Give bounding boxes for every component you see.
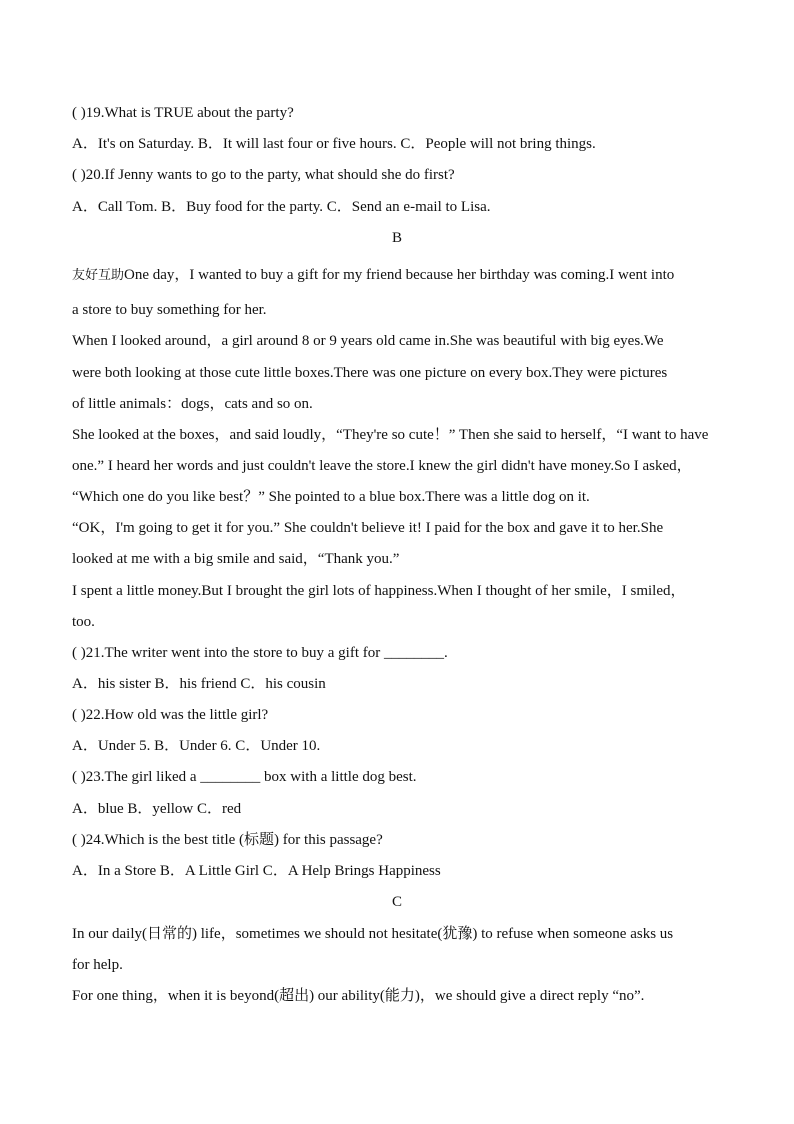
question-21-stem: ( )21.The writer went into the store to buy a gift for ________. bbox=[72, 645, 448, 661]
passage-b-line-1-text: One day，I wanted to buy a gift for my friend because her birthday was coming.I went into bbox=[124, 267, 675, 283]
section-c-heading: C bbox=[391, 894, 402, 910]
question-19-stem: ( )19.What is TRUE about the party? bbox=[72, 105, 294, 121]
passage-b-line-3: When I looked around，a girl around 8 or 9 years old came in.She was beautiful with big eyes.We bbox=[72, 333, 664, 349]
passage-b-line-11: I spent a little money.But I brought the girl lots of happiness.When I thought of her smile，I smiled， bbox=[72, 583, 686, 599]
question-22-options: A．Under 5. B．Under 6. C．Under 10. bbox=[72, 738, 321, 754]
passage-b-line-1 bbox=[72, 266, 727, 285]
passage-b-line-6: She looked at the boxes，and said loudly，“They're so cute！” Then she said to herself，“I want to have bbox=[72, 427, 709, 443]
passage-c-line-3: For one thing，when it is beyond(超出) our ability(能力)，we should give a direct reply “no”. bbox=[72, 988, 645, 1004]
question-20-stem: ( )20.If Jenny wants to go to the party, what should she do first? bbox=[72, 167, 455, 183]
section-b-heading: B bbox=[391, 230, 402, 246]
passage-c-line-1: In our daily(日常的) life，sometimes we should not hesitate(犹豫) to refuse when someone asks us bbox=[72, 926, 674, 942]
question-24-stem: ( )24.Which is the best title (标题) for this passage? bbox=[72, 832, 383, 848]
question-24-options: A．In a Store B．A Little Girl C．A Help Brings Happiness bbox=[72, 863, 441, 879]
passage-b-line-4: were both looking at those cute little boxes.There was one picture on every box.They were pictures bbox=[72, 365, 668, 381]
question-23-stem: ( )23.The girl liked a ________ box with a little dog best. bbox=[72, 769, 417, 785]
passage-b-line-5: of little animals：dogs，cats and so on. bbox=[72, 396, 313, 412]
passage-b-line-9: “OK，I'm going to get it for you.” She couldn't believe it! I paid for the box and gave it to her.She bbox=[72, 520, 664, 536]
passage-b-line-2: a store to buy something for her. bbox=[72, 302, 267, 318]
question-22-stem: ( )22.How old was the little girl? bbox=[72, 707, 269, 723]
passage-b-line-8: “Which one do you like best？” She pointed to a blue box.There was a little dog on it. bbox=[72, 489, 590, 505]
question-19-options: A．It's on Saturday. B．It will last four or five hours. C．People will not bring things. bbox=[72, 136, 596, 152]
question-21-options: A．his sister B．his friend C．his cousin bbox=[72, 676, 326, 692]
passage-b-line-7: one.” I heard her words and just couldn't leave the store.I knew the girl didn't have money.So I asked， bbox=[72, 458, 692, 474]
passage-tag: 友好互助 bbox=[72, 268, 125, 283]
passage-b-line-12: too. bbox=[72, 614, 95, 630]
question-23-options: A．blue B．yellow C．red bbox=[72, 801, 242, 817]
passage-b-line-10: looked at me with a big smile and said，“Thank you.” bbox=[72, 551, 400, 567]
question-20-options: A．Call Tom. B．Buy food for the party. C．Send an e-mail to Lisa. bbox=[72, 199, 491, 215]
passage-c-line-2: for help. bbox=[72, 957, 123, 973]
